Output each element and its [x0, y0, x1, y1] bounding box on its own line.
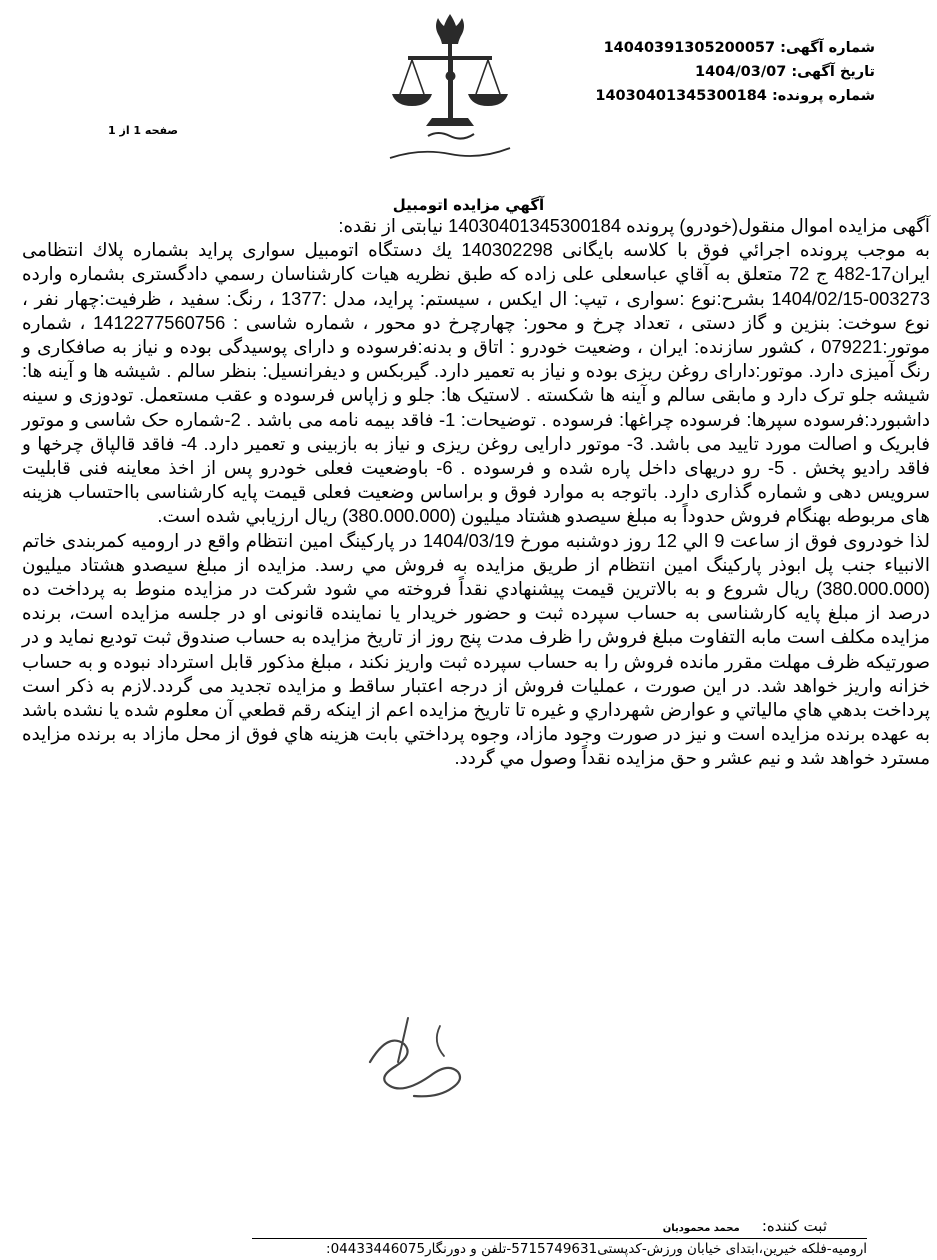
- ad-number: 14040391305200057: [603, 40, 776, 56]
- registrar-name: محمد محمودیان: [662, 1223, 740, 1234]
- page-indicator: صفحه 1 از 1: [108, 124, 179, 137]
- ad-number-row: [515, 36, 875, 60]
- notice-title: آگهي مزايده اتومبيل: [392, 196, 545, 214]
- vehicle-details-paragraph: به موجب پرونده اجرائي فوق با کلاسه بایگانی 140302298 يك دستگاه اتومبيل سواری پراید بشماره پلاك انتظامی ایران17-482 ج 72 متعلق به آقاي عباسعلی علی زاده که طبق نظريه هيات كارشناسان رسمي دادگستری بشماره وارده 003273-1404/02/15 بشرح:نوع :سواری ، تیپ: ال ایکس ، سیستم: پراید، مدل :1377 ، رنگ: سفید ، ظرفیت:چهار نفر ، نوع سوخت: بنزین و گاز دستی ، تعداد چرخ و محور: چهارچرخ دو محور ، شماره شاسی : 1412277560756 ، شماره موتور:079221 ، کشور سازنده: ایران ، وضعیت خودرو : اتاق و بدنه:فرسوده و دارای پوسیدگی بوده و نیاز به صافکاری و رنگ آمیزی دارد. موتور:دارای روغن ریزی بوده و نیاز به تعمیر دارد. گیربکس و دیفرانسیل: بنظر سالم . شیشه ها و آینه ها: شیشه جلو ترک دارد و مابقی سالم و آینه ها شکسته . لاستیک ها: جلو و زاپاس فرسوده و عقب مستعمل. تودوزی و سینه داشبورد:فرسوده سپرها: فرسوده چراغها: فرسوده . توضیحات: 1- فاقد بیمه نامه می باشد . 2-شماره حک شاسی و موتور فابریک و اصالت مورد تایید می باشد. 3- موتور دارایی روغن ریزی و نیاز به بازبینی و تعمیر دارد. 4- فاقد قالپاق چرخها و فاقد رادیو پخش . 5- رو دریهای داخل پاره شده و فرسوده . 6- باوضعیت فعلی خودرو پس از اخذ معاینه فنی قابلیت سرویس دهی و شماره گذاری دارد. باتوجه به موارد فوق و براساس وضعیت فعلی قیمت پایه کارشناسی بااحتساب هزینه های مربوطه بهنگام فروش حدوداً به مبلغ سیصدو هشتاد میلیون (380.000.000) ريال ارزيابي شده است.: [22, 239, 931, 527]
- registrar-label: ثبت کننده:: [761, 1217, 827, 1235]
- notice-metadata: [515, 36, 875, 108]
- notice-body: [22, 214, 930, 771]
- case-number-label: شماره پرونده:: [771, 88, 875, 104]
- handwritten-signature-icon: [348, 992, 498, 1112]
- footer-divider: [252, 1238, 867, 1239]
- case-number: 14030401345300184: [595, 88, 767, 104]
- auction-terms-paragraph: لذا خودروی فوق از ساعت 9 الي 12 روز دوشنبه مورخ 1404/03/19 در پارکینگ امین انتظام واقع در ارومیه کمربندی خاتم الانبیاء جنب پل ابوذر پارکینگ امین انتظام از طريق مزايده به فروش مي رسد. مزايده از مبلغ سیصدو هشتاد میلیون (380.000.000) ريال شروع و به بالاترين قيمت پيشنهادي نقداً فروخته مي شود شرکت در مزایده منوط به پرداخت ده درصد از مبلغ پایه کارشناسی به حساب سپرده ثبت و حضور خریدار یا نماینده قانونی او در جلسه مزایده است، برنده مزایده مکلف است مابه التفاوت مبلغ فروش را ظرف مدت پنج روز از تاریخ مزایده به حساب صندوق ثبت تودیع نماید و در صورتیکه ظرف مهلت مقرر مانده فروش را به حساب سپرده ثبت واریز نکند ، مبلغ مذکور قابل استرداد نبوده و به حساب خزانه واریز خواهد شد. در این صورت ، عملیات فروش از درجه اعتبار ساقط و مزایده تجدید می گردد.لازم به ذكر است پرداخت بدهي هاي مالياتي و عوارض شهرداري و غيره تا تاريخ مزايده اعم از اينكه رقم قطعي آن معلوم شده يا نشده باشد به عهده برنده مزايده است و نيز در صورت وجود مازاد، وجوه پرداختي بابت هزينه هاي فوق از محل مازاد به برنده مزايده مسترد خواهد شد و نيم عشر و حق مزايده نقداً وصول مي گردد.: [22, 529, 930, 769]
- ad-date: 1404/03/07: [695, 64, 787, 80]
- ad-date-label: تاریخ آگهی:: [791, 64, 875, 80]
- footer-address: ارومیه-فلکه خیرین،ابتدای خیابان ورزش-کدپستی5715749631-تلفن و دورنگار04433446075:: [326, 1241, 867, 1257]
- judiciary-emblem-logo: [370, 6, 530, 168]
- case-number-row: [515, 84, 875, 108]
- ad-number-label: شماره آگهی:: [780, 40, 875, 56]
- ad-date-row: [515, 60, 875, 84]
- scales-of-justice-icon: [370, 6, 530, 168]
- registrar-line: [663, 1217, 827, 1235]
- intro-paragraph: آگهی مزایده اموال منقول(خودرو) پرونده 14030401345300184 نیابتی از نقده:: [338, 215, 930, 236]
- signature: [348, 992, 498, 1112]
